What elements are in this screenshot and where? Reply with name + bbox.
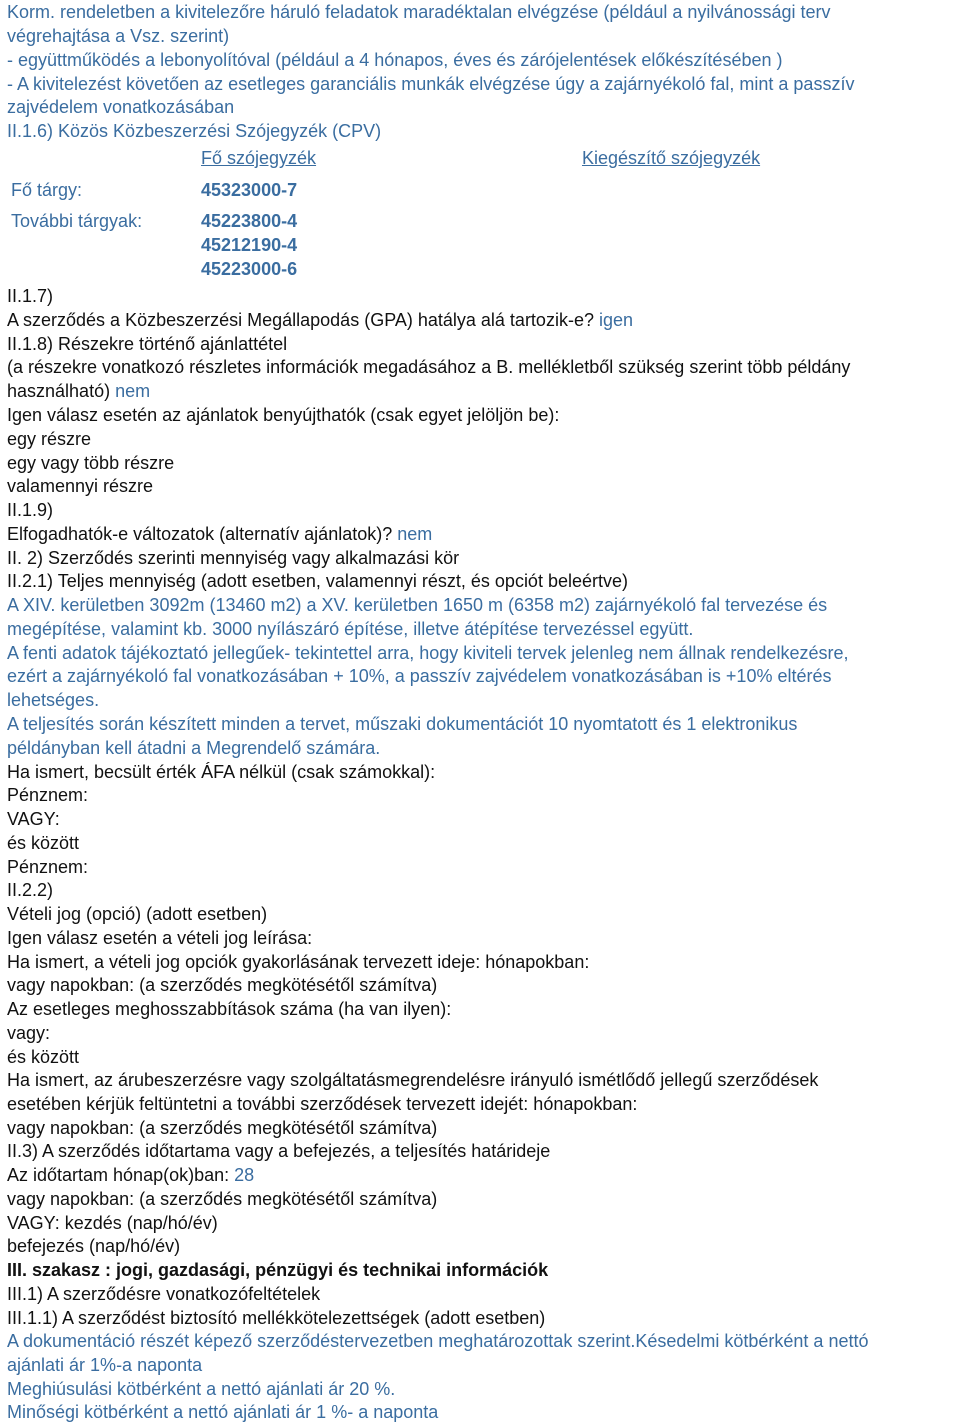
penalty-text: A dokumentáció részét képező szerződéstervezetben meghatározottak szerint.Késedelmi kötbérként a nettó [7,1331,869,1351]
intro-line: - A kivitelezést követően az esetleges garanciális munkák elvégzése úgy a zajárnyékoló fal, mint a passzív [7,74,855,94]
section-title: III. szakasz : jogi, gazdasági, pénzügyi és technikai információk [7,1260,549,1280]
variants-question: Elfogadhatók-e változatok (alternatív ajánlatok)? nem [7,524,433,544]
section-subheading: II.2.1) Teljes mennyiség (adott esetben, valamennyi részt, és opciót beleértve) [7,571,628,591]
form-line: II.2.2) [7,880,54,900]
penalty-text: Minőségi kötbérként a nettó ajánlati ár 1 %- a naponta [7,1402,439,1422]
cpv-heading: II.1.6) Közös Közbeszerzési Szójegyzék (CPV) [7,121,382,141]
variants-answer: nem [397,524,433,544]
form-line: VAGY: [7,809,60,829]
scope-text: A XIV. kerületben 3092m (13460 m2) a XV. kerületben 1650 m (6358 m2) zajárnyékoló fal tervezése és [7,595,828,615]
form-line: Az esetleges meghosszabbítások száma (ha van ilyen): [7,999,452,1019]
form-line: II.3) A szerződés időtartama vagy a befejezés, a teljesítés határideje [7,1141,551,1161]
parts-text: (a részekre vonatkozó részletes információk megadásához a B. mellékletből szükség szerint több példány [7,357,851,377]
form-line: VAGY: kezdés (nap/hó/év) [7,1213,218,1233]
penalty-text: Meghiúsulási kötbérként a nettó ajánlati ár 20 %. [7,1379,396,1399]
intro-line: Korm. rendeletben a kivitelezőre háruló feladatok maradéktalan elvégzése (például a nyilvánossági terv [7,2,831,22]
parts-option: valamennyi részre [7,476,154,496]
parts-heading: II.1.8) Részekre történő ajánlattétel [7,334,288,354]
form-line: esetében kérjük feltüntetni a további szerződések tervezett idejét: hónapokban: [7,1094,638,1114]
section-subheading: III.1.1) A szerződést biztosító mellékkötelezettségek (adott esetben) [7,1308,546,1328]
cpv-main-code: 45323000-7 [201,180,298,200]
parts-option: egy részre [7,429,92,449]
form-line: vagy napokban: (a szerződés megkötésétől számítva) [7,1118,438,1138]
cpv-main-label: Fő tárgy: [11,180,83,200]
cpv-more-label: További tárgyak: [11,211,143,231]
parts-text: használható) nem [7,381,151,401]
duration-value: 28 [234,1165,255,1185]
section-number: II.1.9) [7,500,54,520]
section-subheading: III.1) A szerződésre vonatkozófeltételek [7,1284,321,1304]
form-line: vagy: [7,1023,51,1043]
scope-text: A fenti adatok tájékoztató jellegűek- tekintettel arra, hogy kiviteli tervek jelenleg nem állnak rendelkezésre, [7,643,849,663]
parts-answer: nem [115,381,151,401]
parts-text: Igen válasz esetén az ajánlatok benyújthatók (csak egyet jelöljön be): [7,405,560,425]
scope-text: ezért a zajárnyékoló fal vonatkozásában + 10%, a passzív zajvédelem vonatkozásában is +10% eltérés [7,666,832,686]
scope-text: A teljesítés során készített minden a tervet, műszaki dokumentációt 10 nyomtatott és 1 elektronikus [7,714,798,734]
parts-option: egy vagy több részre [7,453,175,473]
cpv-main-vocab-header: Fő szójegyzék [201,148,317,168]
form-line: és között [7,1047,80,1067]
scope-text: megépítése, valamint kb. 3000 nyílászáró építése, illetve átépítése tervezéssel együtt. [7,619,694,639]
intro-line: - együttműködés a lebonyolítóval (például a 4 hónapos, éves és zárójelentések előkészítésében ) [7,50,783,70]
duration-line: Az időtartam hónap(ok)ban: 28 [7,1165,255,1185]
cpv-more-code: 45223800-4 [201,211,298,231]
scope-text: lehetséges. [7,690,100,710]
intro-line: zajvédelem vonatkozásában [7,97,235,117]
penalty-text: ajánlati ár 1%-a naponta [7,1355,203,1375]
section-heading: II. 2) Szerződés szerinti mennyiség vagy alkalmazási kör [7,548,460,568]
gpa-question: A szerződés a Közbeszerzési Megállapodás (GPA) hatálya alá tartozik-e? igen [7,310,634,330]
form-line: Ha ismert, a vételi jog opciók gyakorlásának tervezett ideje: hónapokban: [7,952,590,972]
form-line: vagy napokban: (a szerződés megkötésétől számítva) [7,1189,438,1209]
form-line: befejezés (nap/hó/év) [7,1236,181,1256]
cpv-more-code: 45212190-4 [201,235,298,255]
form-line: Vételi jog (opció) (adott esetben) [7,904,268,924]
section-number: II.1.7) [7,286,54,306]
form-line: Ha ismert, becsült érték ÁFA nélkül (csak számokkal): [7,762,436,782]
form-line: Igen válasz esetén a vételi jog leírása: [7,928,313,948]
form-line: Pénznem: [7,857,89,877]
intro-line: végrehajtása a Vsz. szerint) [7,26,230,46]
form-line: Ha ismert, az árubeszerzésre vagy szolgáltatásmegrendelésre irányuló ismétlődő jellegű szerződések [7,1070,819,1090]
cpv-more-code: 45223000-6 [201,259,298,279]
cpv-extra-vocab-header: Kiegészítő szójegyzék [582,148,761,168]
form-line: és között [7,833,80,853]
form-line: vagy napokban: (a szerződés megkötésétől számítva) [7,975,438,995]
gpa-answer: igen [598,310,634,330]
scope-text: példányban kell átadni a Megrendelő számára. [7,738,381,758]
form-line: Pénznem: [7,785,89,805]
